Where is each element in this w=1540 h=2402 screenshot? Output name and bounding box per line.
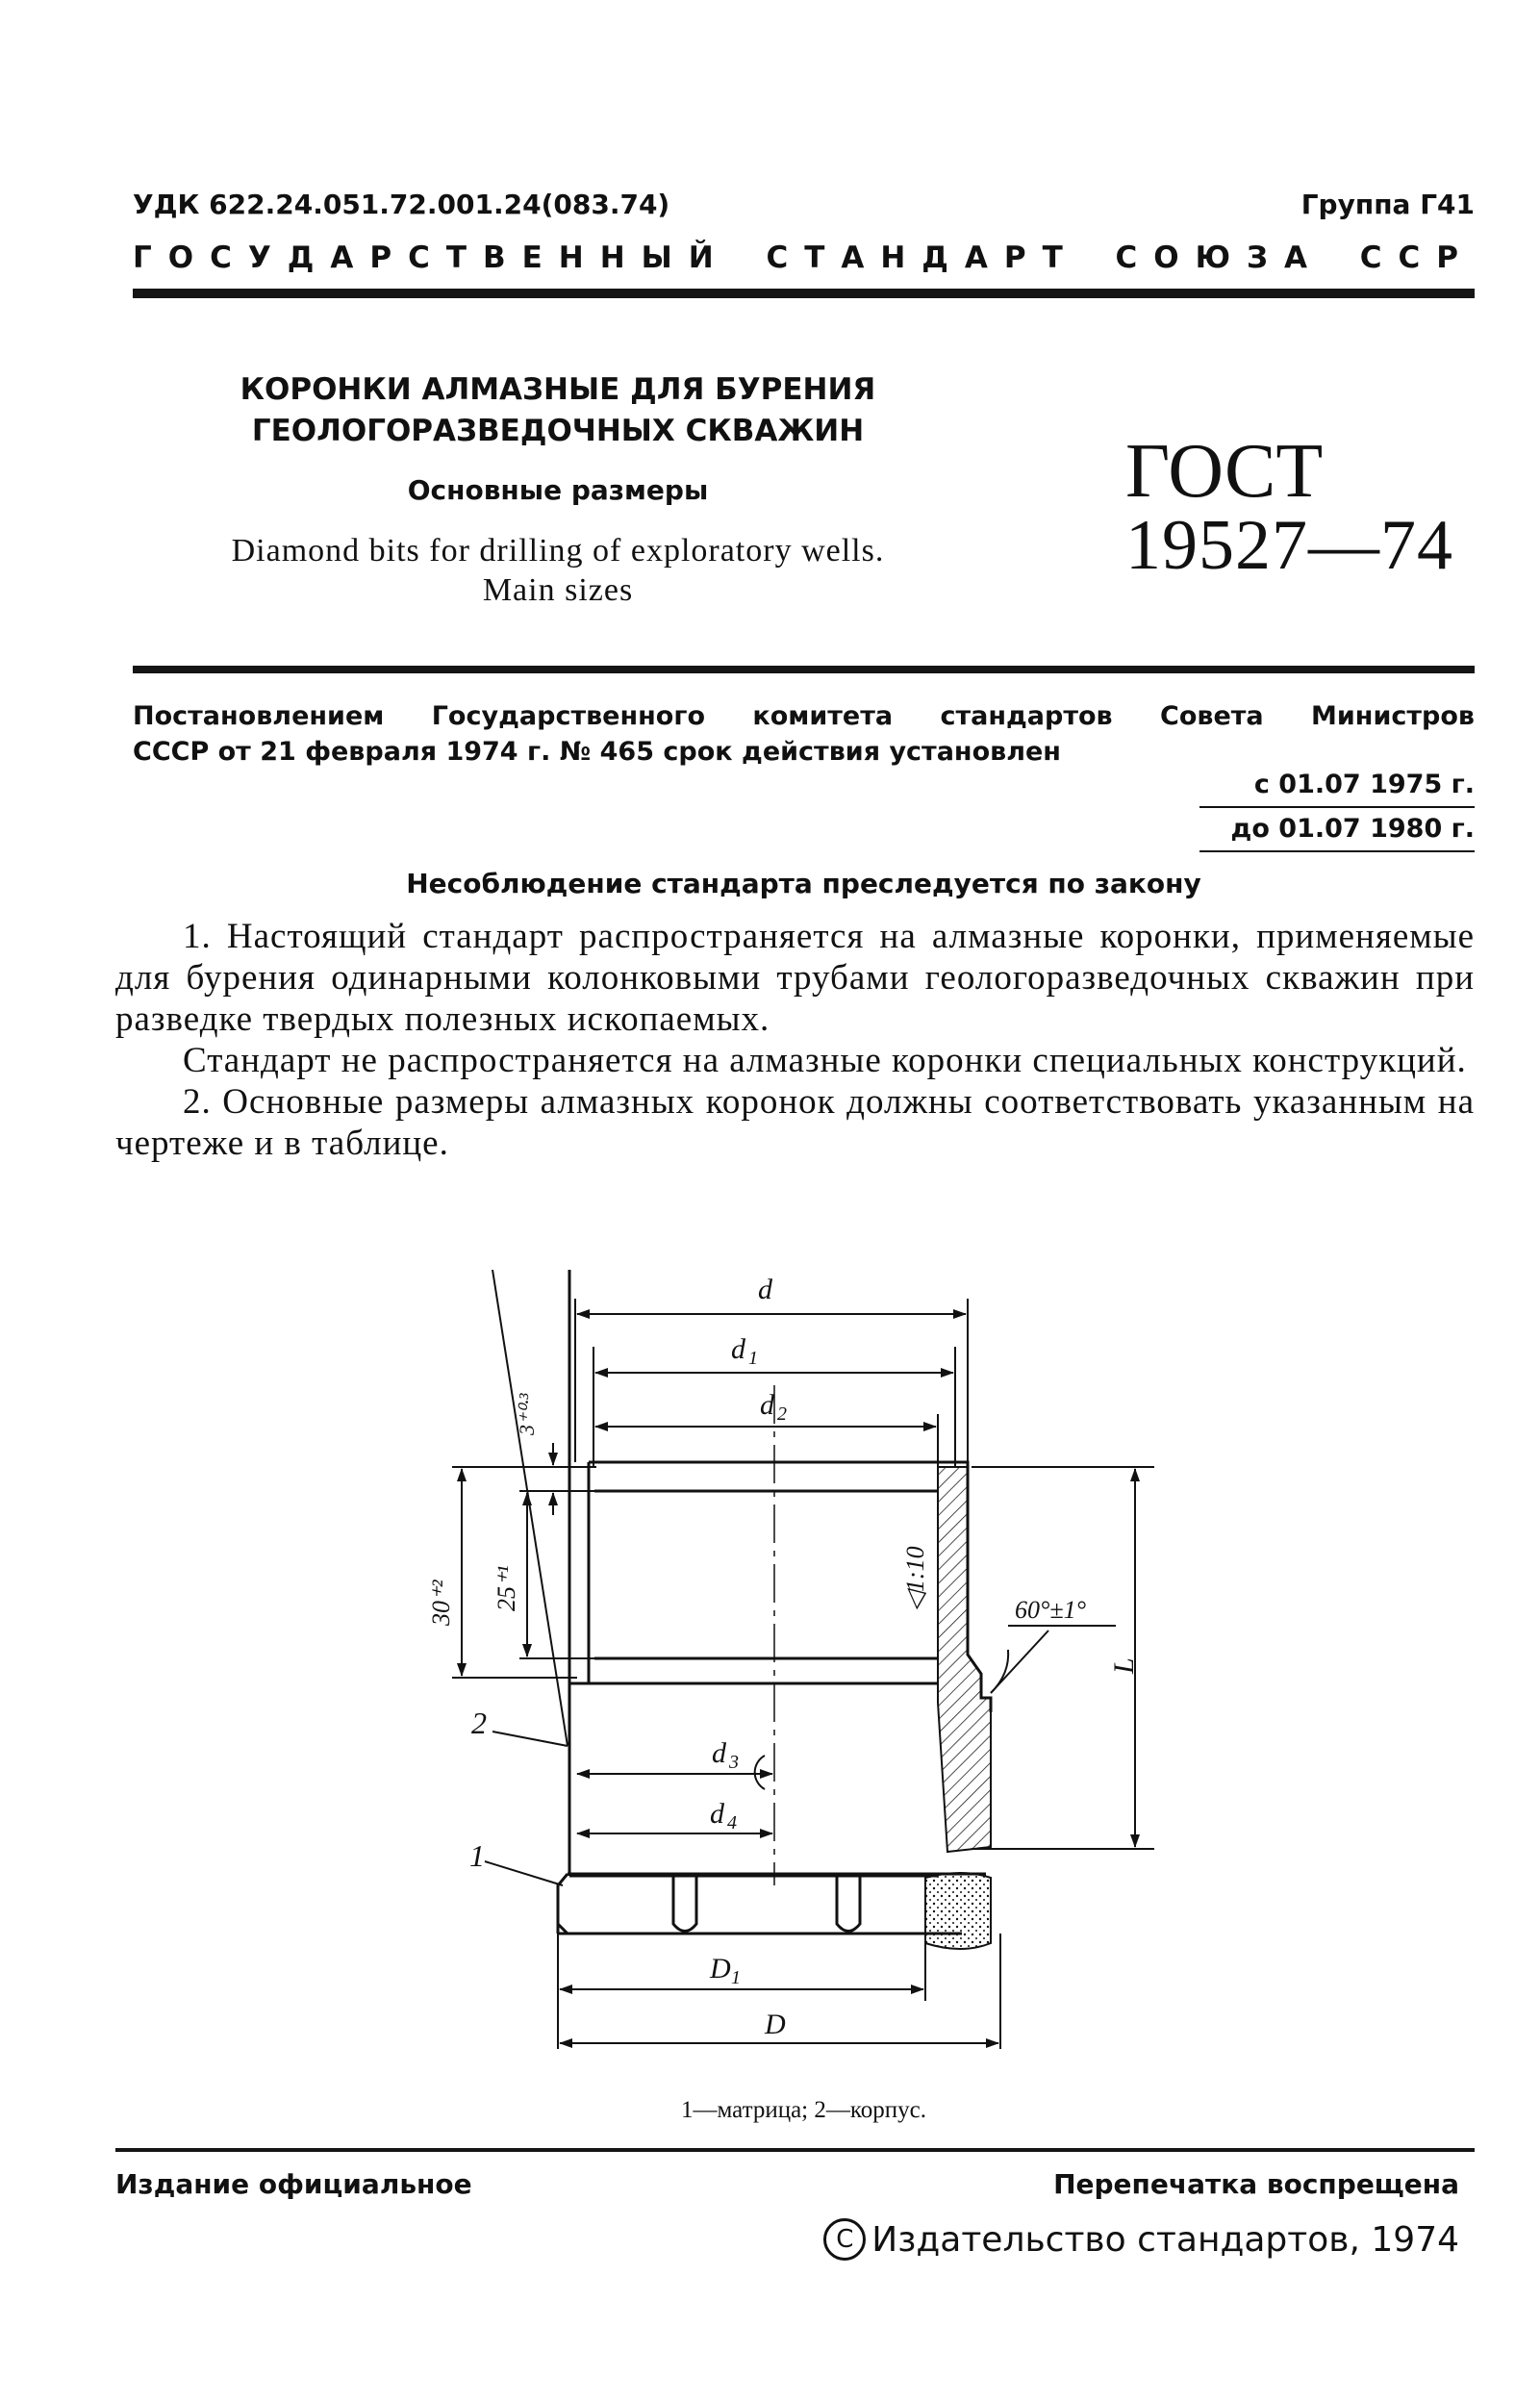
state-word-2: СТАНДАРТ	[766, 240, 1079, 275]
label-part-1: 1	[469, 1838, 485, 1873]
title-line-1: КОРОНКИ АЛМАЗНЫЕ ДЛЯ БУРЕНИЯ	[240, 372, 876, 407]
valid-to: до 01.07 1980 г.	[1230, 814, 1475, 844]
label-dim-25: 25⁺¹	[492, 1565, 520, 1611]
valid-from-rule	[1199, 806, 1475, 808]
label-d3: d	[712, 1737, 726, 1769]
label-d1: d	[731, 1333, 745, 1365]
label-part-2: 2	[471, 1706, 487, 1740]
english-title-line-2: Main sizes	[482, 572, 634, 608]
title-rule	[133, 666, 1475, 673]
label-d1-sub: 1	[748, 1348, 758, 1369]
label-L: L	[1108, 1657, 1140, 1674]
copyright-icon: C	[823, 2218, 866, 2261]
decree-line-1: Постановлением Государственного комитета стандартов Совета Министров	[133, 701, 1475, 731]
reprint-prohibited: Перепечатка воспрещена	[1053, 2168, 1459, 2200]
label-D1-sub: 1	[731, 1967, 741, 1988]
udk-code: УДК 622.24.051.72.001.24(083.74)	[133, 189, 670, 220]
paragraph-2: Стандарт не распространяется на алмазные коронки специальных конструкций.	[183, 1041, 1467, 1080]
label-angle: 60°±1°	[1015, 1596, 1087, 1624]
state-word-3: СОЮЗА	[1115, 240, 1325, 275]
document-title	[231, 369, 885, 452]
paragraph-1: 1. Настоящий стандарт распространяется на алмазные коронки, применяемые для бурения одинарными колонковыми трубами геологоразведочных скважин при разведке твердых полезных ископаемых.	[115, 917, 1475, 1039]
label-D1: D	[710, 1953, 731, 1985]
penalty-notice: Несоблюдение стандарта преследуется по закону	[406, 868, 1201, 899]
gost-number: 19527—74	[1125, 506, 1453, 585]
label-d2: d	[760, 1389, 774, 1421]
valid-from: с 01.07 1975 г.	[1253, 770, 1475, 799]
state-word-4: ССР	[1359, 240, 1475, 275]
official-edition: Издание официальное	[115, 2168, 472, 2200]
gost-label: ГОСТ	[1125, 429, 1324, 514]
document-subtitle: Основные размеры	[407, 474, 709, 506]
valid-to-rule	[1199, 850, 1475, 852]
label-D: D	[765, 2009, 786, 2040]
label-d4-sub: 4	[727, 1812, 737, 1833]
label-d: d	[758, 1274, 772, 1305]
figure-caption: 1—матрица; 2—корпус.	[681, 2097, 926, 2123]
copyright-text: Издательство стандартов, 1974	[871, 2219, 1459, 2260]
english-title	[192, 531, 923, 610]
label-d3-sub: 3	[729, 1752, 739, 1773]
header-rule	[133, 289, 1475, 298]
copyright-line	[823, 2218, 1459, 2261]
label-d4: d	[710, 1798, 724, 1830]
group-code: Группа Г41	[1300, 189, 1475, 220]
diamond-bit-drawing	[0, 1270, 1540, 2097]
label-d2-sub: 2	[777, 1403, 787, 1425]
state-word-1: ГОСУДАРСТВЕННЫЙ	[133, 240, 730, 275]
label-dim-3: 3⁺⁰·³	[515, 1393, 539, 1435]
title-line-2: ГЕОЛОГОРАЗВЕДОЧНЫХ СКВАЖИН	[251, 414, 865, 448]
paragraph-3: 2. Основные размеры алмазных коронок должны соответствовать указанным на чертеже и в таблице.	[115, 1082, 1475, 1163]
footer-rule	[115, 2148, 1475, 2152]
decree-line-2: СССР от 21 февраля 1974 г. № 465 срок действия установлен	[133, 737, 1061, 767]
label-dim-30: 30⁺²	[427, 1580, 455, 1626]
body-text	[115, 916, 1475, 1164]
state-standard-banner	[133, 240, 1475, 275]
label-taper: ◁1:10	[901, 1546, 929, 1611]
english-title-line-1: Diamond bits for drilling of exploratory wells.	[231, 533, 885, 569]
